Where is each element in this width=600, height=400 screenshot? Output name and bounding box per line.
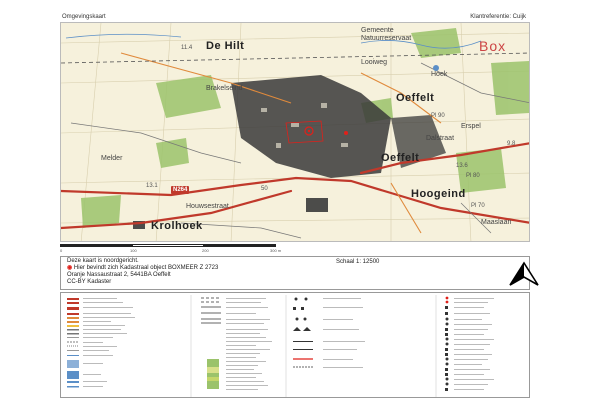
info-orientation: Deze kaart is noordgericht.	[67, 258, 139, 264]
label-box: Box	[479, 38, 507, 54]
scale-tick-0: 0	[60, 248, 63, 253]
label-hoogeind: Hoogeind	[411, 188, 466, 200]
scale-tick-3: 300 m	[270, 248, 282, 253]
info-parcel: Hier bevindt zich Kadastraal object BOXMEER Z 2723	[73, 265, 219, 271]
info-address: Oranje Nassaustraat 2, 5441BA Oeffelt	[67, 272, 171, 278]
label-gemeente: Gemeente	[361, 27, 394, 34]
label-dalstraat: Dalstraat	[426, 135, 455, 142]
road-shield-n264: N264	[173, 187, 188, 193]
label-pl-80: Pl 80	[466, 173, 480, 179]
info-scale: Schaal 1: 12500	[336, 259, 380, 265]
topographic-map[interactable]	[60, 22, 530, 242]
forest-melder	[156, 138, 189, 168]
info-box	[60, 256, 530, 290]
label-natuurreservaat: Natuurreservaat	[361, 35, 412, 42]
label-erspel: Erspel	[461, 123, 481, 130]
legend-graphics	[61, 293, 531, 399]
label-9-8: 9.8	[507, 141, 516, 147]
header-right: Klantreferentie: Cuijk	[470, 14, 526, 20]
road-n264	[61, 178, 530, 223]
info-license: CC-BY Kadaster	[67, 279, 112, 285]
scale-tick-1: 100	[130, 248, 137, 253]
label-13-6: 13.6	[456, 163, 468, 169]
scale-bar	[60, 244, 350, 253]
parcel-marker-icon: ◉	[67, 265, 73, 271]
label-brakelseind: Brakelseind	[206, 85, 243, 92]
label-50: 50	[261, 186, 268, 192]
map-graphics	[61, 23, 530, 242]
label-hoek: Hoek	[431, 71, 448, 78]
label-looiweg: Looiweg	[361, 59, 388, 66]
label-melder: Melder	[101, 155, 123, 162]
north-arrow-icon	[506, 261, 542, 287]
forest-brakelseind	[156, 75, 221, 118]
label-houwsestraat: Houwsestraat	[186, 203, 229, 210]
scale-tick-2: 200	[202, 248, 209, 253]
label-oeffelt-north: Oeffelt	[396, 92, 435, 104]
label-krolhoek: Krolhoek	[151, 220, 203, 232]
label-maaslaan: Maaslaan	[481, 219, 512, 226]
label-pl-90: Pl 90	[431, 113, 445, 119]
map-legend	[60, 292, 530, 398]
label-oeffelt-center: Oeffelt	[381, 152, 420, 164]
label-13-1: 13.1	[146, 183, 158, 189]
header-left: Omgevingskaart	[62, 14, 106, 20]
label-de-hilt: De Hilt	[206, 40, 245, 52]
label-pl-70: Pl 70	[471, 203, 485, 209]
label-11-4: 11.4	[181, 45, 193, 51]
